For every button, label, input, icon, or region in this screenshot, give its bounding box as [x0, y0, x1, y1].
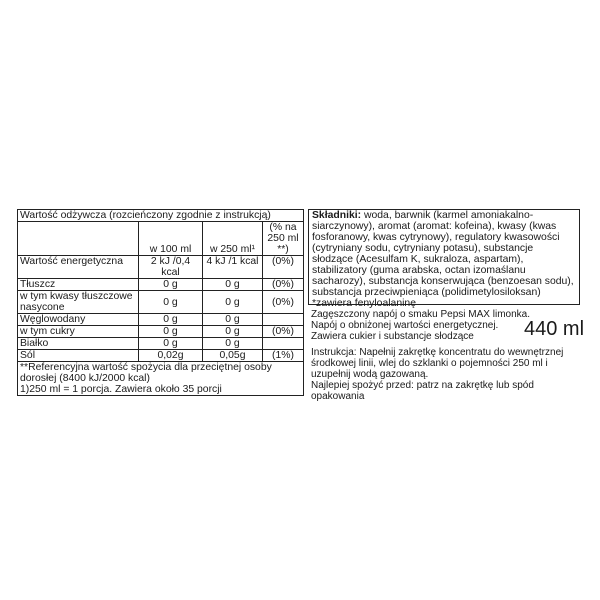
row-value-250: 0 g	[203, 338, 263, 350]
row-value-100: 0 g	[139, 291, 203, 314]
row-label: Sól	[18, 350, 139, 362]
row-value-100: 0 g	[139, 326, 203, 338]
row-label: Białko	[18, 338, 139, 350]
row-label: Węglowodany	[18, 314, 139, 326]
table-row	[18, 279, 304, 291]
table-row	[18, 314, 304, 326]
row-value-100: 2 kJ /0,4 kcal	[139, 256, 203, 279]
table-row	[18, 291, 304, 314]
row-percent: (0%)	[263, 326, 304, 338]
best-before-note: Najlepiej spożyć przed: patrz na zakrętkę lub spód opakowania	[311, 380, 534, 402]
ingredients-label: Składniki:	[312, 210, 362, 221]
footnotes	[18, 362, 304, 396]
row-value-100: 0 g	[139, 338, 203, 350]
table-row	[18, 350, 304, 362]
table-row	[18, 326, 304, 338]
footnote-portion: 1)250 ml = 1 porcja. Zawiera około 35 porcji	[20, 384, 222, 395]
nutrition-title: Wartość odżywcza (rozcieńczony zgodnie z instrukcją)	[18, 210, 304, 222]
preparation-instruction: Instrukcja: Napełnij zakrętkę koncentratu do wewnętrznej środkowej linii, wlej do szklanki o pojemności 250 ml i uzupełnij wodą gazowaną.	[311, 347, 564, 380]
row-value-100: 0 g	[139, 279, 203, 291]
header-per-250ml: w 250 ml¹	[203, 222, 263, 256]
row-label: Tłuszcz	[18, 279, 139, 291]
row-value-250: 4 kJ /1 kcal	[203, 256, 263, 279]
instructions	[311, 347, 586, 402]
row-percent: (0%)	[263, 279, 304, 291]
row-value-250: 0 g	[203, 291, 263, 314]
sweetener-claim: Zawiera cukier i substancje słodzące	[311, 331, 474, 342]
row-label: Wartość energetyczna	[18, 256, 139, 279]
row-value-250: 0 g	[203, 279, 263, 291]
row-value-250: 0 g	[203, 326, 263, 338]
row-percent	[263, 314, 304, 326]
ingredients-box	[308, 209, 580, 309]
header-per-100ml: w 100 ml	[139, 222, 203, 256]
footnote-reference: **Referencyjna wartość spożycia dla przeciętnej osoby dorosłej (8400 kJ/2000 kcal)	[20, 362, 272, 384]
row-value-250: 0,05g	[203, 350, 263, 362]
header-empty-cell	[18, 222, 139, 256]
row-label: w tym kwasy tłuszczowe nasycone	[18, 291, 139, 314]
row-percent: (1%)	[263, 350, 304, 362]
row-label: w tym cukry	[18, 326, 139, 338]
header-percent: (% na 250 ml **)	[263, 222, 304, 256]
row-percent	[263, 338, 304, 350]
row-value-100: 0 g	[139, 314, 203, 326]
ingredients-text: woda, barwnik (karmel amoniakalno-siarczynowy), aromat (aromat: kofeina), kwasy (kwas fosforanowy, kwas cytrynowy), regulatory kwasowości (cytryniany sodu, cytryniany potasu), substancje słodzące (Acesulfam K, sukraloza, aspartam), stabilizatory (guma arabska, octan izomaślanu sacharozy), substancja konserwująca (benzoesan sodu), substancja przeciwpieniąca (polidimetylosiloksan)	[312, 210, 574, 298]
row-percent: (0%)	[263, 256, 304, 279]
energy-claim: Napój o obniżonej wartości energetycznej.	[311, 320, 499, 331]
ingredients-note: *zawiera fenyloalaninę	[312, 298, 416, 309]
table-row	[18, 338, 304, 350]
volume-label: 440 ml	[524, 318, 585, 340]
table-row	[18, 256, 304, 279]
row-percent: (0%)	[263, 291, 304, 314]
nutrition-table	[17, 209, 304, 396]
row-value-100: 0,02g	[139, 350, 203, 362]
row-value-250: 0 g	[203, 314, 263, 326]
product-description: Zagęszczony napój o smaku Pepsi MAX limonka.	[311, 309, 530, 320]
